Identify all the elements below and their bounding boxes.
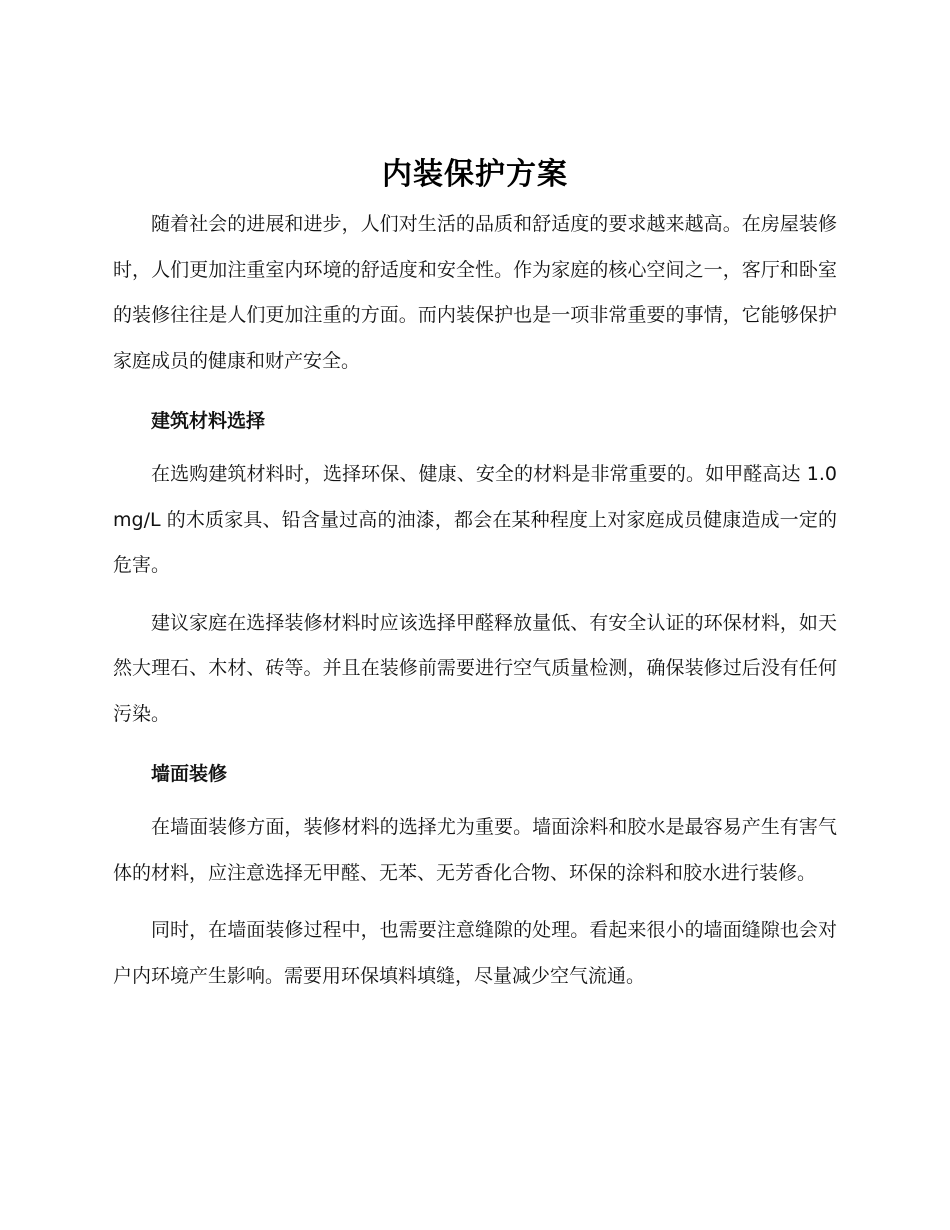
document-page [113,148,837,999]
section-heading-materials: 建筑材料选择 [151,410,266,432]
section-heading-walls: 墙面装修 [151,763,228,785]
materials-paragraph-1: 在选购建筑材料时，选择环保、健康、安全的材料是非常重要的。如甲醛高达 1.0mg/L 的木质家具、铅含量过高的油漆，都会在某种程度上对家庭成员健康造成一定的危害。 [113,463,837,576]
intro-paragraph: 随着社会的进展和进步，人们对生活的品质和舒适度的要求越来越高。在房屋装修时，人们更加注重室内环境的舒适度和安全性。作为家庭的核心空间之一，客厅和卧室的装修往往是人们更加注重的方面。而内装保护也是一项非常重要的事情，它能够保护家庭成员的健康和财产安全。 [113,213,837,372]
document-title: 内装保护方案 [382,157,568,192]
walls-paragraph-1: 在墙面装修方面，装修材料的选择尤为重要。墙面涂料和胶水是最容易产生有害气体的材料，应注意选择无甲醛、无苯、无芳香化合物、环保的涂料和胶水进行装修。 [113,816,837,884]
materials-paragraph-2: 建议家庭在选择装修材料时应该选择甲醛释放量低、有安全认证的环保材料，如天然大理石、木材、砖等。并且在装修前需要进行空气质量检测，确保装修过后没有任何污染。 [113,611,837,725]
walls-paragraph-2: 同时，在墙面装修过程中，也需要注意缝隙的处理。看起来很小的墙面缝隙也会对户内环境产生影响。需要用环保填料填缝，尽量减少空气流通。 [113,919,837,987]
